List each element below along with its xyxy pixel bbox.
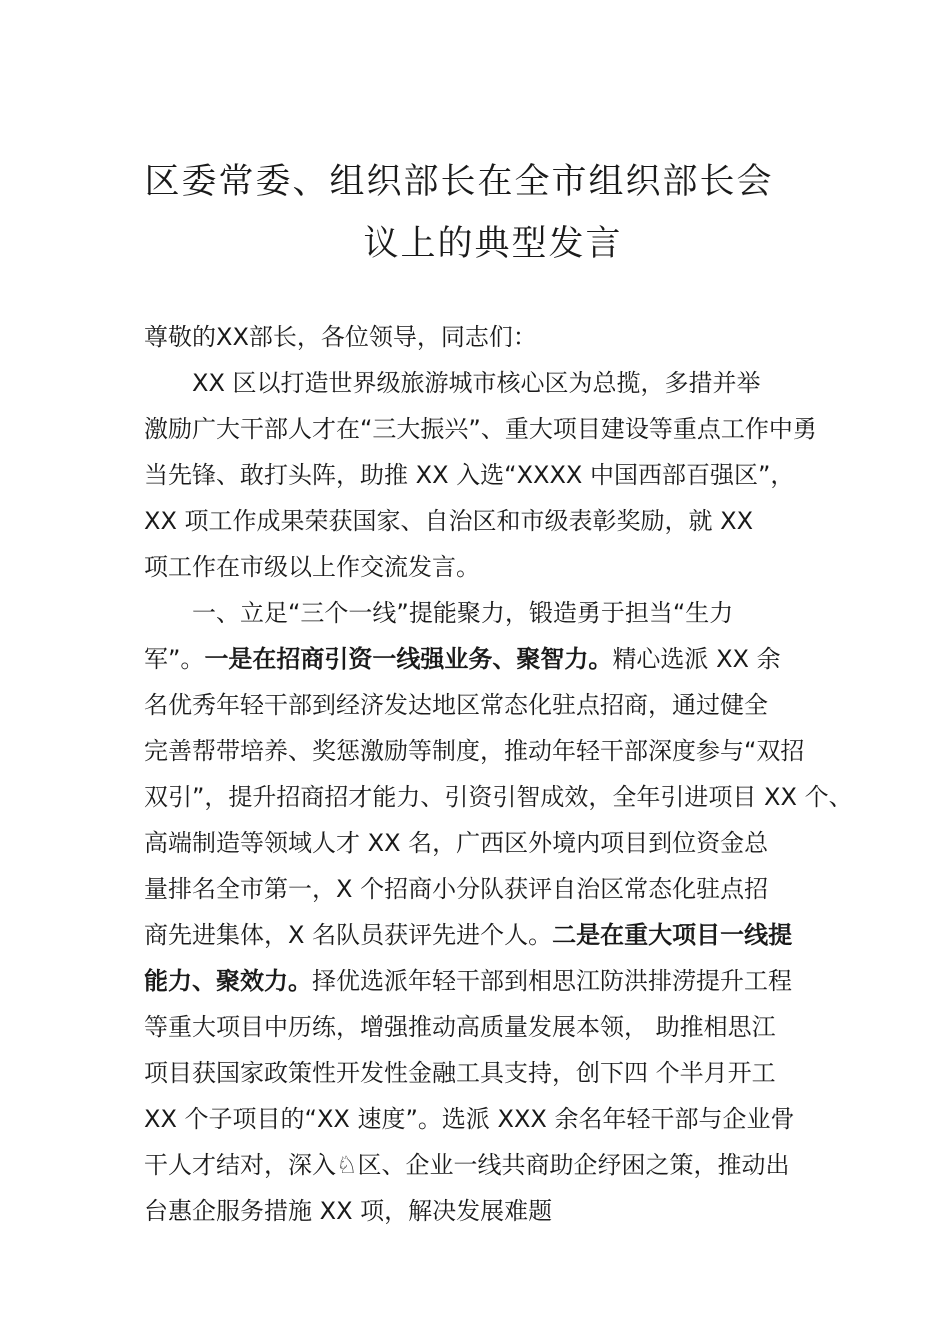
bold-subheading: 能力、聚效力。 (144, 967, 312, 995)
paragraph-line: 当先锋、敢打头阵，助推 XX 入选“XXXX 中国西部百强区”， (144, 461, 795, 489)
paragraph-line (144, 912, 792, 958)
paragraph-line: 高端制造等领域人才 XX 名，广西区外境内项目到位资金总 (144, 829, 769, 857)
section-heading: 一、立足“三个一线”提能聚力，锻造勇于担当“生力 (144, 599, 734, 627)
paragraph-line: 干人才结对，深入♘区、企业一线共商助企纾困之策，推动出 (144, 1151, 790, 1179)
bold-subheading: 二是在重大项目一线提 (552, 921, 793, 949)
text-run: 精心选派 XX 余 (612, 645, 781, 673)
document-title-line-1: 区委常委、组织部长在全市组织部长会 (144, 162, 774, 202)
paragraph-line: 台惠企服务措施 XX 项，解决发展难题 (144, 1197, 553, 1225)
paragraph-line: 名优秀年轻干部到经济发达地区常态化驻点招商，通过健全 (144, 691, 768, 719)
paragraph-line: 项工作在市级以上作交流发言。 (144, 553, 480, 581)
paragraph-line: XX 区以打造世界级旅游城市核心区为总揽，多措并举 (144, 369, 761, 397)
text-run: 军”。 (144, 645, 205, 673)
paragraph-line: XX 个子项目的“XX 速度”。选派 XXX 余名年轻干部与企业骨 (144, 1105, 795, 1133)
paragraph-line (144, 958, 792, 1004)
paragraph-line (144, 636, 781, 682)
paragraph-line: 双引”，提升招商招才能力、引资引智成效，全年引进项目 XX 个、 (144, 783, 853, 811)
text-run: 择优选派年轻干部到相思江防洪排涝提升工程 (312, 967, 792, 995)
salutation: 尊敬的XX部长，各位领导，同志们： (144, 323, 537, 351)
paragraph-line: 等重大项目中历练，增强推动高质量发展本领， 助推相思江 (144, 1013, 776, 1041)
paragraph-line: XX 项工作成果荣获国家、自治区和市级表彰奖励，就 XX (144, 507, 754, 535)
paragraph-line: 完善帮带培养、奖惩激励等制度，推动年轻干部深度参与“双招 (144, 737, 805, 765)
paragraph-line: 项目获国家政策性开发性金融工具支持，创下四 个半月开工 (144, 1059, 776, 1087)
bold-subheading: 一是在招商引资一线强业务、聚智力。 (204, 645, 613, 673)
text-run: 商先进集体，X 名队员获评先进个人。 (144, 921, 553, 949)
document-title-line-2: 议上的典型发言 (363, 224, 623, 264)
paragraph-line: 激励广大干部人才在“三大振兴”、重大项目建设等重点工作中勇 (144, 415, 817, 443)
paragraph-line: 量排名全市第一，X 个招商小分队获评自治区常态化驻点招 (144, 875, 769, 903)
